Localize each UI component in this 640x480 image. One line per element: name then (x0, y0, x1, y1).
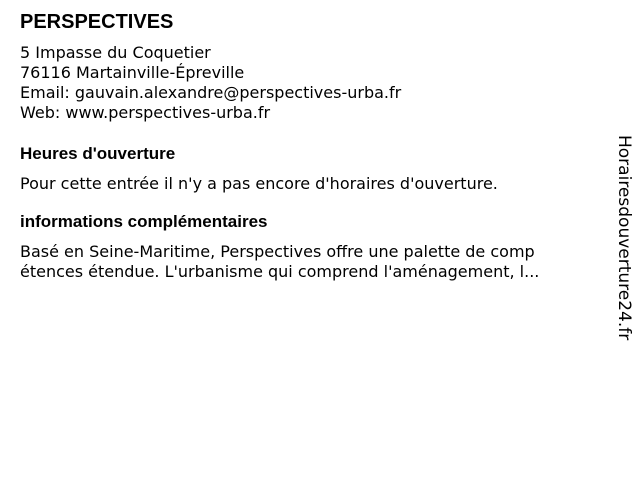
business-name: PERSPECTIVES (20, 11, 174, 33)
email-line: Email: gauvain.alexandre@perspectives-urba.fr (20, 83, 402, 102)
hours-text: Pour cette entrée il n'y a pas encore d'horaires d'ouverture. (20, 174, 498, 193)
business-card (20, 10, 600, 282)
web-line: Web: www.perspectives-urba.fr (20, 103, 271, 122)
info-text-line-1: Basé en Seine-Maritime, Perspectives offre une palette de comp (20, 242, 535, 261)
hours-heading: Heures d'ouverture (20, 144, 176, 163)
info-text-line-2: étences étendue. L'urbanisme qui comprend l'aménagement, l... (20, 262, 540, 281)
address-city: 76116 Martainville-Épreville (20, 63, 245, 82)
site-watermark (614, 135, 634, 345)
address-street: 5 Impasse du Coquetier (20, 43, 211, 62)
info-heading: informations complémentaires (20, 212, 268, 231)
site-watermark-text: Horairesdouverture24.fr (614, 135, 634, 341)
info-text (20, 242, 600, 282)
contact-block (20, 43, 600, 123)
